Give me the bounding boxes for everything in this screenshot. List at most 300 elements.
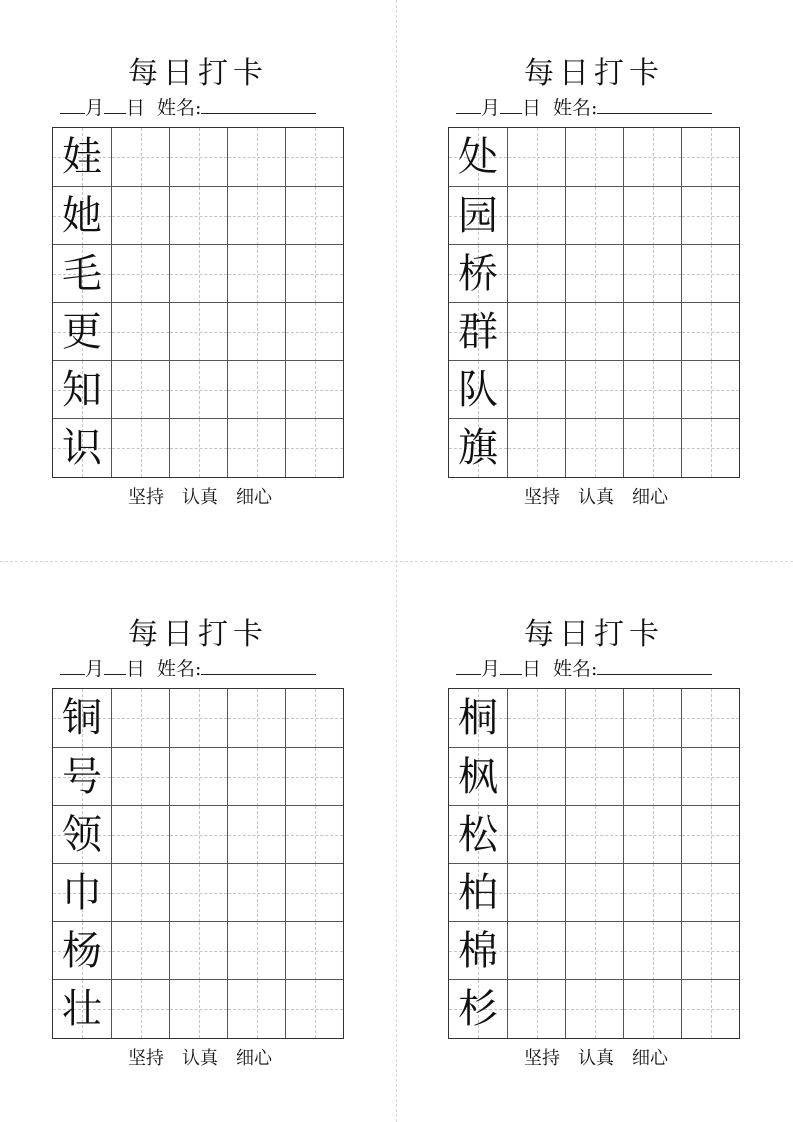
model-character: 杉 (458, 986, 498, 1032)
practice-cell[interactable] (681, 245, 739, 303)
guide-line-horizontal (228, 332, 285, 333)
practice-cell[interactable] (111, 864, 169, 922)
practice-cell[interactable] (227, 806, 285, 864)
model-character: 号 (62, 754, 102, 800)
guide-line-horizontal (286, 157, 343, 158)
grid-row (53, 418, 343, 477)
motto-word: 细心 (236, 1048, 272, 1069)
grid-row (449, 244, 739, 303)
grid-row (53, 244, 343, 303)
practice-cell[interactable] (681, 361, 739, 419)
model-character: 知 (62, 367, 102, 413)
month-blank[interactable] (456, 95, 481, 114)
practice-cell[interactable] (681, 128, 739, 186)
guide-line-horizontal (286, 951, 343, 952)
guide-line-horizontal (286, 835, 343, 836)
guide-line-horizontal (682, 835, 739, 836)
card-title: 每日打卡 (524, 56, 664, 91)
guide-line-horizontal (228, 1009, 285, 1010)
practice-cell[interactable] (285, 303, 343, 361)
guide-line-horizontal (286, 448, 343, 449)
practice-cell[interactable] (169, 419, 227, 477)
guide-line-horizontal (228, 448, 285, 449)
card-title: 每日打卡 (128, 56, 268, 91)
guide-line-horizontal (566, 448, 623, 449)
guide-line-horizontal (682, 893, 739, 894)
guide-line-horizontal (286, 332, 343, 333)
practice-cell[interactable] (111, 245, 169, 303)
guide-line-horizontal (508, 718, 565, 719)
grid-row (449, 805, 739, 864)
guide-line-horizontal (286, 216, 343, 217)
model-character: 处 (458, 134, 498, 180)
guide-line-horizontal (566, 951, 623, 952)
practice-cell[interactable] (169, 689, 227, 747)
practice-cell[interactable] (111, 128, 169, 186)
guide-line-horizontal (508, 274, 565, 275)
guide-line-horizontal (508, 332, 565, 333)
guide-line-horizontal (566, 274, 623, 275)
guide-line-horizontal (566, 1009, 623, 1010)
practice-cell[interactable] (507, 419, 565, 477)
practice-cell[interactable] (169, 303, 227, 361)
guide-line-horizontal (112, 718, 169, 719)
guide-line-horizontal (566, 777, 623, 778)
model-character-cell (449, 806, 507, 864)
day-label: 日 (126, 658, 146, 680)
grid-row (449, 186, 739, 245)
guide-line-horizontal (112, 157, 169, 158)
practice-cell[interactable] (507, 187, 565, 245)
month-blank[interactable] (60, 656, 85, 675)
guide-line-horizontal (112, 893, 169, 894)
guide-line-horizontal (508, 893, 565, 894)
guide-line-horizontal (112, 390, 169, 391)
model-character-cell (449, 361, 507, 419)
practice-cell[interactable] (227, 419, 285, 477)
guide-line-horizontal (624, 216, 681, 217)
model-character: 她 (62, 193, 102, 239)
practice-cell[interactable] (227, 303, 285, 361)
grid-row (449, 418, 739, 477)
guide-line-horizontal (170, 448, 227, 449)
practice-cell[interactable] (227, 128, 285, 186)
guide-line-horizontal (624, 777, 681, 778)
grid-row (53, 186, 343, 245)
practice-cell[interactable] (565, 980, 623, 1038)
guide-line-horizontal (286, 893, 343, 894)
practice-cell[interactable] (507, 245, 565, 303)
model-character: 旗 (458, 425, 498, 471)
guide-line-horizontal (682, 332, 739, 333)
date-name-line (60, 656, 316, 681)
guide-line-horizontal (286, 274, 343, 275)
guide-line-horizontal (566, 390, 623, 391)
motto-word: 坚持 (524, 487, 560, 508)
model-character: 枫 (458, 754, 498, 800)
practice-cell[interactable] (111, 922, 169, 980)
model-character-cell (53, 303, 111, 361)
grid-row (449, 302, 739, 361)
model-character-cell (449, 245, 507, 303)
practice-cell[interactable] (285, 748, 343, 806)
grid-row (449, 360, 739, 419)
practice-cell[interactable] (623, 689, 681, 747)
motto-word: 细心 (632, 487, 668, 508)
practice-cell[interactable] (507, 303, 565, 361)
guide-line-horizontal (566, 332, 623, 333)
grid-row (53, 747, 343, 806)
motto-word: 坚持 (128, 487, 164, 508)
model-character-cell (53, 748, 111, 806)
practice-cell[interactable] (623, 864, 681, 922)
name-label: 姓名: (157, 658, 202, 680)
grid-row (449, 979, 739, 1038)
practice-cell[interactable] (565, 361, 623, 419)
guide-line-horizontal (170, 951, 227, 952)
name-blank[interactable] (201, 656, 316, 675)
model-character: 更 (62, 309, 102, 355)
guide-line-horizontal (682, 274, 739, 275)
practice-cell[interactable] (507, 806, 565, 864)
model-character-cell (53, 187, 111, 245)
guide-line-horizontal (112, 274, 169, 275)
guide-line-horizontal (228, 835, 285, 836)
practice-cell[interactable] (623, 980, 681, 1038)
month-label: 月 (85, 658, 105, 680)
practice-cell[interactable] (565, 864, 623, 922)
model-character-cell (53, 864, 111, 922)
guide-line-horizontal (682, 157, 739, 158)
practice-cell[interactable] (285, 419, 343, 477)
practice-cell[interactable] (507, 922, 565, 980)
model-character: 巾 (62, 870, 102, 916)
guide-line-horizontal (286, 718, 343, 719)
date-name-line (456, 95, 712, 120)
practice-cell[interactable] (681, 303, 739, 361)
model-character: 园 (458, 193, 498, 239)
practice-cell[interactable] (681, 864, 739, 922)
motto-word: 认真 (182, 487, 218, 508)
motto-line (396, 486, 792, 510)
practice-cell[interactable] (681, 748, 739, 806)
practice-cell[interactable] (169, 245, 227, 303)
guide-line-horizontal (170, 718, 227, 719)
practice-cell[interactable] (227, 864, 285, 922)
guide-line-horizontal (228, 274, 285, 275)
practice-cell[interactable] (623, 128, 681, 186)
writing-grid (448, 127, 740, 478)
date-name-line (456, 656, 712, 681)
grid-row (449, 863, 739, 922)
motto-word: 坚持 (128, 1048, 164, 1069)
practice-cell[interactable] (111, 419, 169, 477)
practice-card (396, 0, 792, 561)
model-character: 柏 (458, 870, 498, 916)
practice-cell[interactable] (227, 922, 285, 980)
guide-line-horizontal (508, 951, 565, 952)
guide-line-horizontal (566, 157, 623, 158)
grid-row (53, 921, 343, 980)
practice-cell[interactable] (227, 245, 285, 303)
day-label: 日 (126, 97, 146, 119)
guide-line-horizontal (682, 390, 739, 391)
practice-card (396, 561, 792, 1122)
name-label: 姓名: (553, 97, 598, 119)
day-blank[interactable] (500, 656, 522, 675)
card-title: 每日打卡 (524, 617, 664, 652)
practice-cell[interactable] (285, 922, 343, 980)
practice-cell[interactable] (565, 128, 623, 186)
day-blank[interactable] (104, 95, 126, 114)
guide-line-horizontal (228, 893, 285, 894)
practice-cell[interactable] (227, 689, 285, 747)
guide-line-horizontal (508, 390, 565, 391)
motto-word: 细心 (236, 487, 272, 508)
practice-cell[interactable] (169, 864, 227, 922)
guide-line-horizontal (508, 216, 565, 217)
grid-row (449, 128, 739, 186)
practice-cell[interactable] (623, 806, 681, 864)
guide-line-horizontal (624, 1009, 681, 1010)
practice-cell[interactable] (565, 187, 623, 245)
practice-cell[interactable] (227, 361, 285, 419)
guide-line-horizontal (228, 718, 285, 719)
practice-cell[interactable] (565, 419, 623, 477)
guide-line-horizontal (170, 157, 227, 158)
practice-cell[interactable] (169, 922, 227, 980)
guide-line-horizontal (566, 718, 623, 719)
guide-line-horizontal (624, 893, 681, 894)
practice-cell[interactable] (111, 980, 169, 1038)
model-character-cell (449, 128, 507, 186)
guide-line-horizontal (228, 777, 285, 778)
model-character-cell (449, 303, 507, 361)
practice-cell[interactable] (507, 128, 565, 186)
day-blank[interactable] (500, 95, 522, 114)
practice-cell[interactable] (507, 980, 565, 1038)
practice-cell[interactable] (565, 689, 623, 747)
practice-cell[interactable] (227, 748, 285, 806)
card-title: 每日打卡 (128, 617, 268, 652)
model-character-cell (449, 419, 507, 477)
model-character: 杨 (62, 928, 102, 974)
practice-cell[interactable] (565, 303, 623, 361)
practice-cell[interactable] (565, 806, 623, 864)
grid-row (53, 805, 343, 864)
practice-cell[interactable] (681, 922, 739, 980)
guide-line-horizontal (112, 448, 169, 449)
guide-line-horizontal (170, 1009, 227, 1010)
practice-cell[interactable] (111, 303, 169, 361)
practice-cell[interactable] (285, 689, 343, 747)
practice-cell[interactable] (681, 806, 739, 864)
grid-row (53, 302, 343, 361)
practice-cell[interactable] (285, 187, 343, 245)
practice-cell[interactable] (565, 922, 623, 980)
model-character-cell (53, 245, 111, 303)
model-character-cell (449, 748, 507, 806)
model-character: 棉 (458, 928, 498, 974)
practice-cell[interactable] (507, 361, 565, 419)
grid-row (449, 747, 739, 806)
grid-row (449, 689, 739, 747)
guide-line-horizontal (228, 157, 285, 158)
guide-line-horizontal (112, 332, 169, 333)
model-character-cell (53, 922, 111, 980)
guide-line-horizontal (624, 951, 681, 952)
guide-line-horizontal (508, 1009, 565, 1010)
practice-cell[interactable] (623, 303, 681, 361)
model-character: 娃 (62, 134, 102, 180)
model-character: 桐 (458, 695, 498, 741)
motto-word: 细心 (632, 1048, 668, 1069)
grid-row (449, 921, 739, 980)
model-character-cell (53, 980, 111, 1038)
name-blank[interactable] (597, 95, 712, 114)
motto-word: 认真 (182, 1048, 218, 1069)
guide-line-horizontal (170, 893, 227, 894)
model-character-cell (449, 922, 507, 980)
writing-grid (52, 688, 344, 1039)
model-character: 松 (458, 812, 498, 858)
model-character: 识 (62, 425, 102, 471)
model-character: 桥 (458, 251, 498, 297)
practice-cell[interactable] (507, 689, 565, 747)
practice-cell[interactable] (111, 806, 169, 864)
practice-cell[interactable] (565, 245, 623, 303)
guide-line-horizontal (624, 332, 681, 333)
guide-line-horizontal (682, 951, 739, 952)
practice-cell[interactable] (111, 187, 169, 245)
practice-cell[interactable] (507, 748, 565, 806)
practice-card (0, 0, 396, 561)
practice-cell[interactable] (285, 361, 343, 419)
practice-cell[interactable] (681, 187, 739, 245)
name-blank[interactable] (597, 656, 712, 675)
practice-card (0, 561, 396, 1122)
practice-cell[interactable] (111, 361, 169, 419)
model-character: 铜 (62, 695, 102, 741)
guide-line-horizontal (682, 777, 739, 778)
model-character-cell (449, 187, 507, 245)
guide-line-horizontal (682, 718, 739, 719)
model-character-cell (449, 689, 507, 747)
practice-cell[interactable] (623, 245, 681, 303)
practice-cell[interactable] (623, 187, 681, 245)
model-character-cell (53, 419, 111, 477)
guide-line-horizontal (170, 777, 227, 778)
practice-cell[interactable] (565, 748, 623, 806)
practice-cell[interactable] (285, 128, 343, 186)
guide-line-horizontal (566, 893, 623, 894)
practice-cell[interactable] (169, 361, 227, 419)
motto-word: 坚持 (524, 1048, 560, 1069)
practice-cell[interactable] (285, 245, 343, 303)
practice-cell[interactable] (285, 806, 343, 864)
model-character: 群 (458, 309, 498, 355)
writing-grid (52, 127, 344, 478)
practice-cell[interactable] (507, 864, 565, 922)
practice-cell[interactable] (623, 419, 681, 477)
day-label: 日 (522, 658, 542, 680)
guide-line-horizontal (112, 1009, 169, 1010)
motto-word: 认真 (578, 1048, 614, 1069)
practice-cell[interactable] (623, 748, 681, 806)
practice-cell[interactable] (169, 980, 227, 1038)
name-label: 姓名: (157, 97, 202, 119)
guide-line-horizontal (508, 157, 565, 158)
model-character: 队 (458, 367, 498, 413)
practice-cell[interactable] (169, 128, 227, 186)
guide-line-horizontal (228, 951, 285, 952)
month-blank[interactable] (456, 656, 481, 675)
guide-line-horizontal (170, 332, 227, 333)
guide-line-horizontal (624, 718, 681, 719)
motto-line (0, 1047, 396, 1071)
practice-cell[interactable] (681, 980, 739, 1038)
practice-cell[interactable] (681, 689, 739, 747)
motto-line (396, 1047, 792, 1071)
practice-cell[interactable] (111, 748, 169, 806)
grid-row (53, 979, 343, 1038)
practice-cell[interactable] (623, 361, 681, 419)
motto-word: 认真 (578, 487, 614, 508)
guide-line-horizontal (624, 390, 681, 391)
day-blank[interactable] (104, 656, 126, 675)
guide-line-horizontal (624, 157, 681, 158)
guide-line-horizontal (508, 835, 565, 836)
model-character: 毛 (62, 251, 102, 297)
model-character-cell (449, 980, 507, 1038)
writing-grid (448, 688, 740, 1039)
practice-cell[interactable] (169, 748, 227, 806)
guide-line-horizontal (682, 1009, 739, 1010)
model-character-cell (449, 864, 507, 922)
guide-line-horizontal (286, 777, 343, 778)
guide-line-horizontal (228, 216, 285, 217)
grid-row (53, 863, 343, 922)
name-blank[interactable] (201, 95, 316, 114)
guide-line-horizontal (112, 216, 169, 217)
practice-cell[interactable] (681, 419, 739, 477)
month-label: 月 (85, 97, 105, 119)
practice-cell[interactable] (285, 980, 343, 1038)
guide-line-horizontal (228, 390, 285, 391)
grid-row (53, 128, 343, 186)
name-label: 姓名: (553, 658, 598, 680)
practice-cell[interactable] (169, 187, 227, 245)
model-character: 领 (62, 812, 102, 858)
practice-cell[interactable] (111, 689, 169, 747)
guide-line-horizontal (508, 448, 565, 449)
guide-line-horizontal (170, 216, 227, 217)
guide-line-horizontal (286, 390, 343, 391)
guide-line-horizontal (170, 835, 227, 836)
date-name-line (60, 95, 316, 120)
practice-cell[interactable] (227, 187, 285, 245)
guide-line-horizontal (170, 390, 227, 391)
model-character-cell (53, 128, 111, 186)
guide-line-horizontal (566, 835, 623, 836)
month-blank[interactable] (60, 95, 85, 114)
practice-cell[interactable] (285, 864, 343, 922)
practice-cell[interactable] (169, 806, 227, 864)
practice-cell[interactable] (227, 980, 285, 1038)
month-label: 月 (481, 658, 501, 680)
practice-cell[interactable] (623, 922, 681, 980)
guide-line-horizontal (566, 216, 623, 217)
